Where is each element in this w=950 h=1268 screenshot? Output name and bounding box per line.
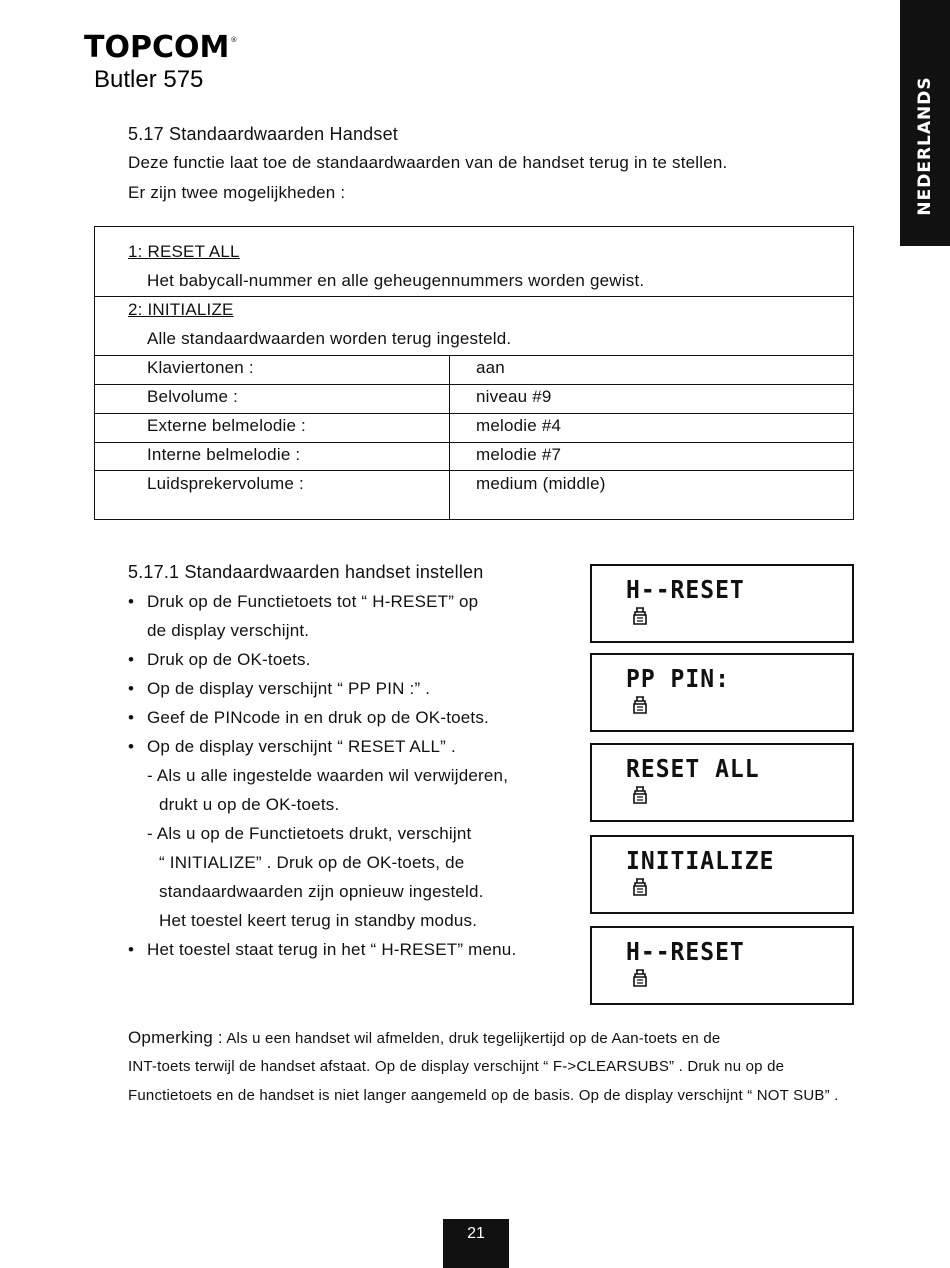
- language-tab: [900, 0, 950, 246]
- page-number: 21: [443, 1219, 509, 1268]
- instruction-line: Druk op de OK-toets.: [147, 650, 311, 669]
- instruction-line: de display verschijnt.: [147, 621, 310, 640]
- option2-title: 2: INITIALIZE: [128, 300, 234, 319]
- handset-icon: [632, 785, 648, 805]
- setting-label: Klaviertonen :: [147, 358, 254, 377]
- note-paragraph-line1: [128, 1028, 720, 1048]
- lcd-display: [590, 743, 854, 822]
- instruction-line: Op de display verschijnt “ RESET ALL” .: [147, 737, 456, 756]
- bullet-marker: •: [128, 940, 135, 959]
- option1-description: Het babycall-nummer en alle geheugennummers worden gewist.: [147, 271, 645, 290]
- bullet-marker: •: [128, 679, 135, 698]
- instruction-line: Druk op de Functietoets tot “ H-RESET” op: [147, 592, 479, 611]
- section-title: 5.17 Standaardwaarden Handset: [128, 124, 398, 144]
- instruction-line: “ INITIALIZE” . Druk op de OK-toets, de: [159, 853, 465, 872]
- section-intro-line1: Deze functie laat toe de standaardwaarden van de handset terug in te stellen.: [128, 153, 728, 172]
- instruction-line: - Als u alle ingestelde waarden wil verwijderen,: [147, 766, 509, 785]
- setting-value: aan: [476, 358, 505, 377]
- language-tab-label: NEDERLANDS: [915, 76, 935, 216]
- bullet-marker: •: [128, 650, 135, 669]
- instruction-line: - Als u op de Functietoets drukt, verschijnt: [147, 824, 472, 843]
- instruction-line: Het toestel staat terug in het “ H-RESET” menu.: [147, 940, 517, 959]
- bullet-marker: •: [128, 592, 135, 611]
- lcd-text: INITIALIZE: [626, 847, 775, 876]
- note-text-line1: Als u een handset wil afmelden, druk tegelijkertijd op de Aan-toets en de: [222, 1030, 721, 1047]
- setting-label: Externe belmelodie :: [147, 416, 306, 435]
- handset-icon: [632, 606, 648, 626]
- handset-icon: [632, 695, 648, 715]
- option1-title: 1: RESET ALL: [128, 242, 240, 261]
- lcd-display: [590, 926, 854, 1005]
- setting-value: medium (middle): [476, 474, 606, 493]
- instruction-line: Op de display verschijnt “ PP PIN :” .: [147, 679, 431, 698]
- brand-logo: [84, 30, 236, 65]
- instruction-line: Het toestel keert terug in standby modus.: [159, 911, 478, 930]
- lcd-text: H--RESET: [626, 576, 745, 605]
- setting-label: Interne belmelodie :: [147, 445, 301, 464]
- lcd-text: PP PIN:: [626, 665, 730, 694]
- lcd-display: [590, 835, 854, 914]
- lcd-display: [590, 564, 854, 643]
- brand-name: TOPCOM: [84, 30, 230, 65]
- bullet-marker: •: [128, 708, 135, 727]
- lcd-text: H--RESET: [626, 938, 745, 967]
- setting-label: Belvolume :: [147, 387, 239, 406]
- note-text-line2: INT-toets terwijl de handset afstaat. Op de display verschijnt “ F->CLEARSUBS” . Druk nu op de: [128, 1058, 785, 1075]
- handset-icon: [632, 968, 648, 988]
- option2-description: Alle standaardwaarden worden terug ingesteld.: [147, 329, 512, 348]
- note-text-line3: Functietoets en de handset is niet langer aangemeld op de basis. Op de display verschijnt “ NOT SUB” .: [128, 1087, 839, 1104]
- handset-icon: [632, 877, 648, 897]
- setting-value: melodie #7: [476, 445, 562, 464]
- section-intro-line2: Er zijn twee mogelijkheden :: [128, 183, 346, 202]
- lcd-text: RESET ALL: [626, 755, 760, 784]
- registered-mark: ®: [230, 36, 238, 44]
- setting-value: melodie #4: [476, 416, 562, 435]
- bullet-marker: •: [128, 737, 135, 756]
- instruction-line: Geef de PINcode in en druk op de OK-toets.: [147, 708, 489, 727]
- lcd-display: [590, 653, 854, 732]
- note-label: Opmerking :: [128, 1028, 223, 1047]
- instruction-line: drukt u op de OK-toets.: [159, 795, 340, 814]
- setting-value: niveau #9: [476, 387, 552, 406]
- instruction-line: standaardwaarden zijn opnieuw ingesteld.: [159, 882, 484, 901]
- setting-label: Luidsprekervolume :: [147, 474, 304, 493]
- subsection-title: 5.17.1 Standaardwaarden handset instellen: [128, 562, 484, 582]
- table-column-divider: [449, 355, 450, 520]
- model-name: Butler 575: [94, 66, 204, 93]
